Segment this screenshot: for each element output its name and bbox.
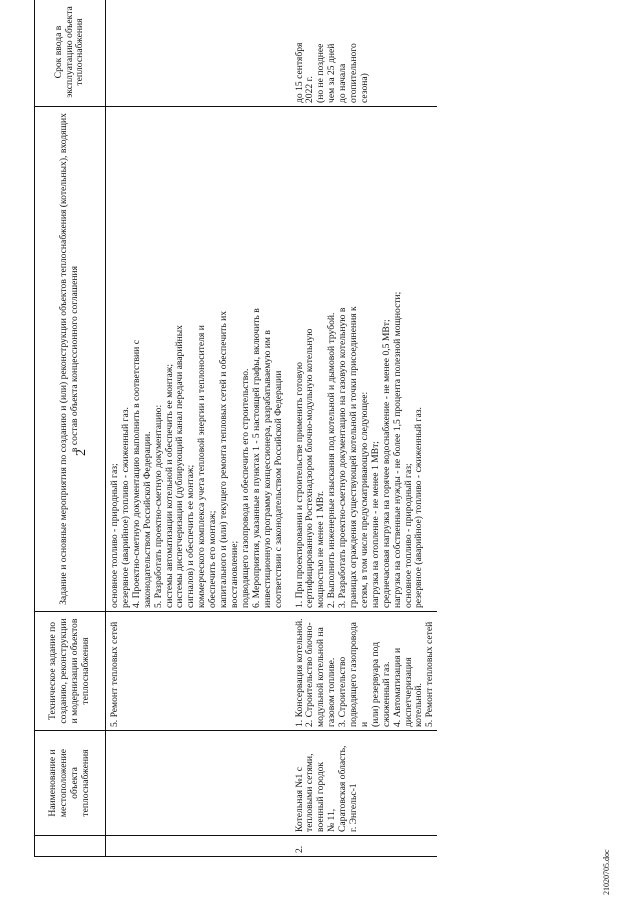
text-line: нагрузка на отопление - не менее 1 МВт; — [369, 441, 381, 608]
header-num — [35, 836, 106, 857]
text-line: 2. Строительство блочно- — [304, 622, 316, 727]
text-line: сертифицированную Ростехнадзором блочно-модульную котельную — [304, 328, 316, 608]
header-object-name: Наименование и местоположение объекта теплоснабжения — [35, 731, 106, 836]
text-line: 1. Консервация котельной. — [293, 618, 305, 727]
text-line: системы автоматизации котельной и обеспечить ее монтаж; — [163, 363, 175, 608]
document-filename: 21020705.doc — [602, 849, 611, 895]
row1-object — [106, 731, 291, 836]
text-line: модульной котельной на — [315, 627, 327, 727]
text-line: 6. Мероприятия, указанные в пунктах 1 - 5 настоящей графы, включить в — [250, 308, 262, 608]
row2-measures — [291, 107, 438, 612]
row2-num: 2. — [291, 836, 438, 857]
text-line: восстановление; — [228, 540, 240, 608]
text-line: 5. Ремонт тепловых сетей — [109, 621, 120, 727]
text-line: 2. Выполнить инженерные изыскания под котельной и дымовой трубой. — [326, 312, 338, 608]
table-header-row — [35, 0, 106, 857]
heat-supply-table — [34, 0, 437, 857]
text-line: Котельная №1 с — [293, 766, 305, 832]
text-line: нагрузка на собственные нужды - не более 1,5 процента полезной мощности; — [391, 291, 403, 608]
text-line: 4. Проектно-сметную документацию выполнить в соответствии с — [130, 340, 142, 608]
row1-technical-task — [106, 612, 291, 731]
table-row — [291, 0, 438, 857]
text-line: сезона) — [358, 73, 370, 103]
text-line: системы диспетчеризации (дублирующий канал передачи аварийных — [174, 325, 186, 608]
text-line: коммерческого комплекса учета тепловой энергии и теплоносителя и — [196, 325, 208, 608]
row2-object — [291, 731, 438, 836]
text-line: отопительного — [348, 43, 360, 103]
table-row — [106, 0, 291, 857]
text-line: среднечасовая нагрузка на горячее водоснабжение - не менее 0,5 МВт; — [380, 319, 392, 608]
text-line: (или) резервуара под — [369, 642, 381, 727]
text-line: г. Энгельс-1 — [348, 783, 360, 832]
row1-num — [106, 836, 291, 857]
text-line: 5. Разработать проектно-сметную документацию: — [152, 404, 164, 608]
text-line: 5. Ремонт тепловых сетей — [424, 621, 436, 727]
text-line: мощностью не менее 1 МВт. — [315, 491, 327, 608]
text-line: резервное (аварийное) топливо - сжиженный газ. — [413, 407, 425, 608]
text-line: основное топливо - природный газ; — [402, 463, 414, 608]
text-line: тепловыми сетями, — [304, 753, 316, 832]
row1-measures — [106, 107, 291, 612]
text-line: диспетчеризация котельной. — [402, 657, 425, 727]
page-number: 2 — [74, 449, 89, 456]
text-line: капитального и (или) текущего ремонта тепловых сетей и обеспечить их — [218, 310, 230, 608]
text-line: до начала — [337, 63, 349, 103]
text-line: обеспечить его монтаж; — [207, 510, 219, 608]
text-line: 3. Разработать проектно-сметную документацию на газовую котельную в — [337, 307, 349, 608]
header-technical-task: Техническое задание по созданию, реконструкции и модернизации объектов теплоснабжения — [35, 612, 106, 731]
text-line: 4. Автоматизация и — [391, 647, 403, 727]
text-line: военный городок — [315, 761, 327, 832]
text-line: (но не позднее — [315, 43, 327, 103]
text-line: чем за 25 дней — [326, 43, 338, 103]
text-line: инвестиционную программу концессионера, разрабатываемую им в — [261, 330, 273, 608]
text-line: до 15 сентября — [293, 42, 305, 103]
text-line: 1. При проектировании и строительстве применить готовую — [293, 362, 305, 608]
text-line: 3. Строительство — [337, 656, 349, 727]
text-line: сигналов) и обеспечить ее монтаж; — [185, 464, 197, 608]
text-line: подводящего газопровода и обеспечить его строительство. — [239, 368, 251, 608]
header-commissioning-date: Срок ввода в эксплуатацию объекта теплоснабжения — [35, 0, 106, 107]
text-line: № 11, — [326, 808, 338, 832]
text-line: основное топливо - природный газ; — [109, 463, 120, 608]
row2-date — [291, 0, 438, 107]
text-line: 2022 г. — [304, 76, 316, 103]
text-line: сетям, в том числе предусматривающую следующее: — [358, 391, 370, 608]
text-line: Саратовская область, — [337, 745, 349, 832]
row2-technical-task — [291, 612, 438, 731]
text-line: сжиженный газ. — [380, 661, 392, 727]
text-line: границах ограждения существующей котельной и точки присоединения к — [348, 306, 360, 608]
text-line: соответствии с законодательством Российской Федерации — [272, 370, 284, 608]
row1-date — [106, 0, 291, 107]
text-line: резервное (аварийное) топливо - сжиженный газ. — [119, 407, 131, 608]
text-line: газовом топливе. — [326, 657, 338, 727]
text-line: подводящего газопровода и — [348, 622, 370, 727]
header-measures: Задание и основные мероприятия по созданию и (или) реконструкции объектов теплоснабжения (котельных), входящих в состав объекта концессионного соглашения — [35, 107, 106, 612]
text-line: законодательством Российской Федерации. — [141, 431, 153, 608]
